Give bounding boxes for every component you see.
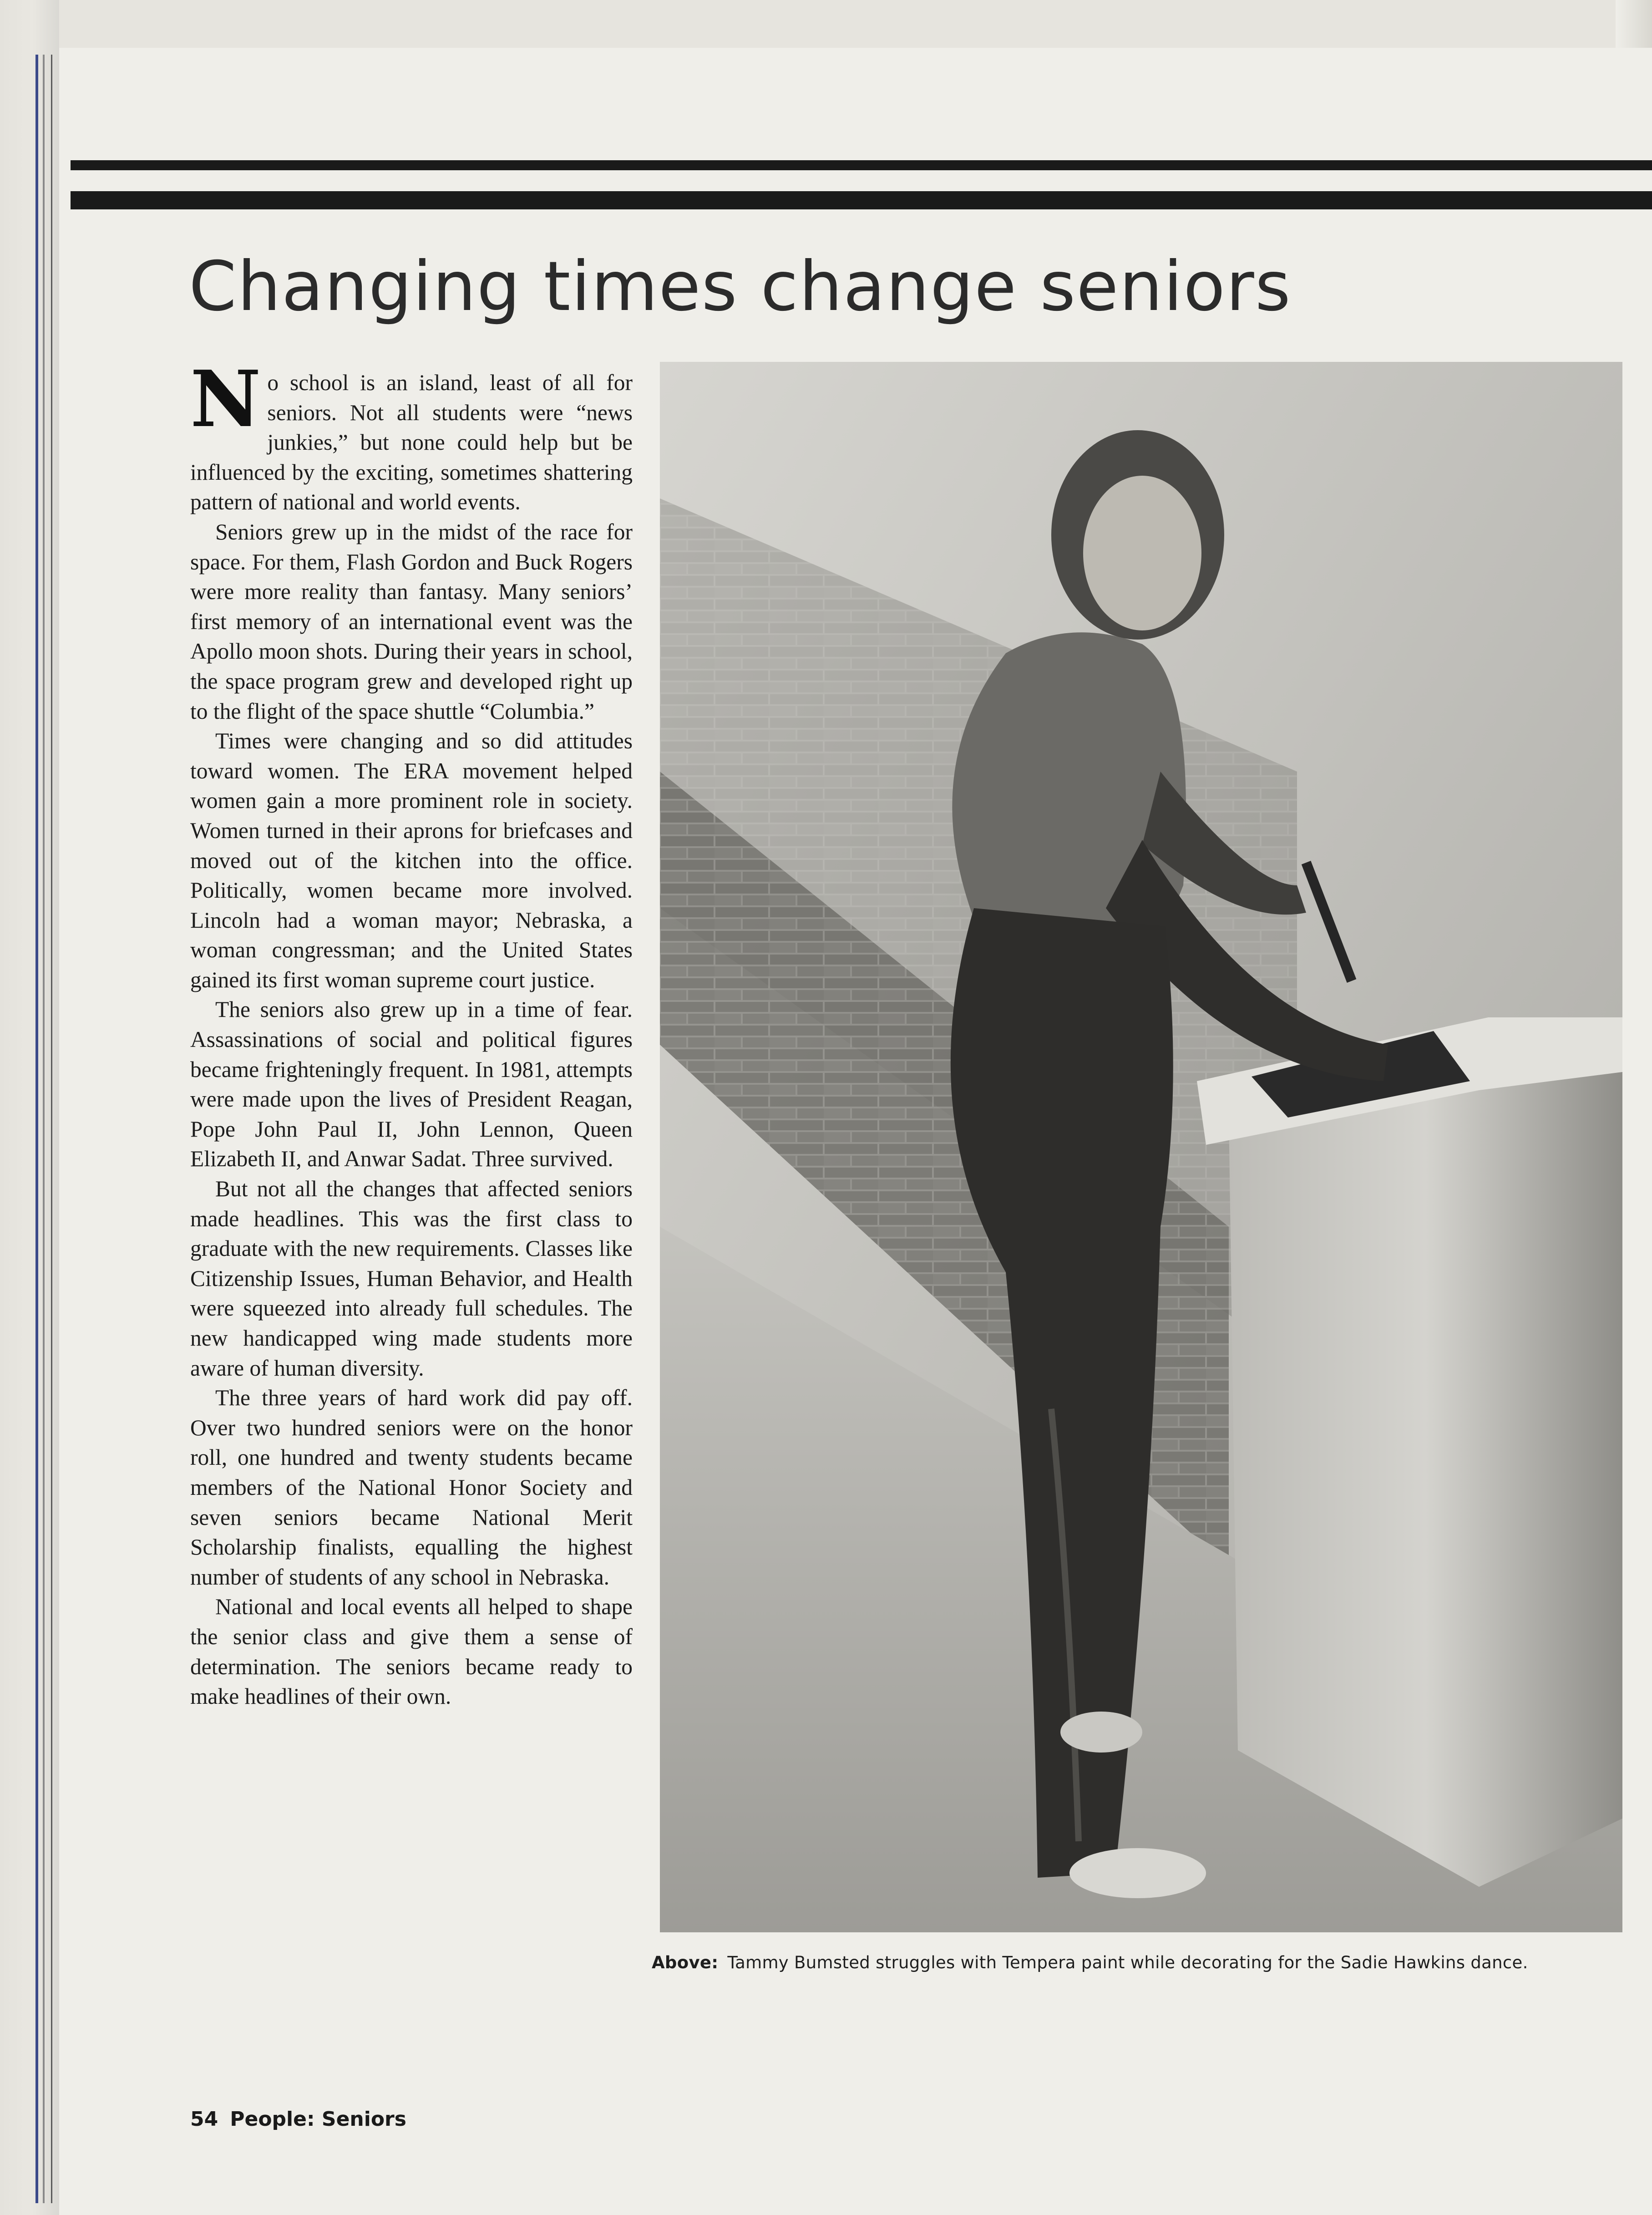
article-paragraph: Seniors grew up in the midst of the race for space. For them, Flash Gordon and Buck Rogers were more reality than fantasy. Many seniors’ first memory of an international event was the Apollo moon shots. During their years in school, the space program grew and developed right up to the flight of the space shuttle “Columbia.” xyxy=(190,519,633,724)
article-paragraph-text: o school is an island, least of all for seniors. Not all students were “news junkies,” but none could help but be influenced by the exciting, sometimes shattering pattern of national and world events. xyxy=(190,370,633,515)
photo-illustration xyxy=(660,362,1622,1932)
caption-lead: Above: xyxy=(652,1953,719,1972)
caption-text: Tammy Bumsted struggles with Tempera paint while decorating for the Sadie Hawkins dance. xyxy=(727,1953,1528,1972)
page-edge-top xyxy=(0,0,1652,48)
article-paragraph: National and local events all helped to shape the senior class and give them a sense of determination. The seniors became ready to make headlines of their own. xyxy=(190,1594,633,1709)
page-footer xyxy=(190,2108,406,2131)
drop-cap: N xyxy=(190,354,261,445)
photo-caption xyxy=(652,1953,1648,1972)
binding-line xyxy=(51,55,52,2203)
page-edge-left xyxy=(0,0,59,2215)
page-number: 54 xyxy=(190,2108,218,2131)
article-paragraph: The seniors also grew up in a time of fear. Assassinations of social and political figures became frighteningly frequent. In 1981, attempts were made upon the lives of President Reagan, Pope John Paul II, John Lennon, Queen Elizabeth II, and Anwar Sadat. Three survived. xyxy=(190,997,633,1172)
article-paragraph: Times were changing and so did attitudes toward women. The ERA movement helped women gain a more prominent role in society. Women turned in their aprons for briefcases and moved out of the kitchen into the office. Politically, women became more involved. Lincoln had a woman mayor; Nebraska, a woman congressman; and the United States gained its first woman supreme court justice. xyxy=(190,728,633,992)
page-title: Changing times change seniors xyxy=(189,247,1292,326)
photo-student-painting xyxy=(660,362,1622,1932)
section-label: People: Seniors xyxy=(230,2108,406,2131)
header-rule-thick xyxy=(71,191,1652,209)
header-rule-thin xyxy=(71,160,1652,170)
article-paragraph xyxy=(190,354,633,517)
binding-line xyxy=(43,55,45,2203)
article-paragraph: The three years of hard work did pay off. Over two hundred seniors were on the honor roll, one hundred and twenty students became members of the National Honor Society and seven seniors became National Merit Scholarship finalists, equalling the highest number of students of any school in Nebraska. xyxy=(190,1385,633,1590)
article-paragraph: But not all the changes that affected seniors made headlines. This was the first class to graduate with the new requirements. Classes like Citizenship Issues, Human Behavior, and Health were squeezed into already full schedules. The new handicapped wing made students more aware of human diversity. xyxy=(190,1176,633,1381)
article-body xyxy=(190,354,633,1712)
binding-line xyxy=(35,55,38,2203)
